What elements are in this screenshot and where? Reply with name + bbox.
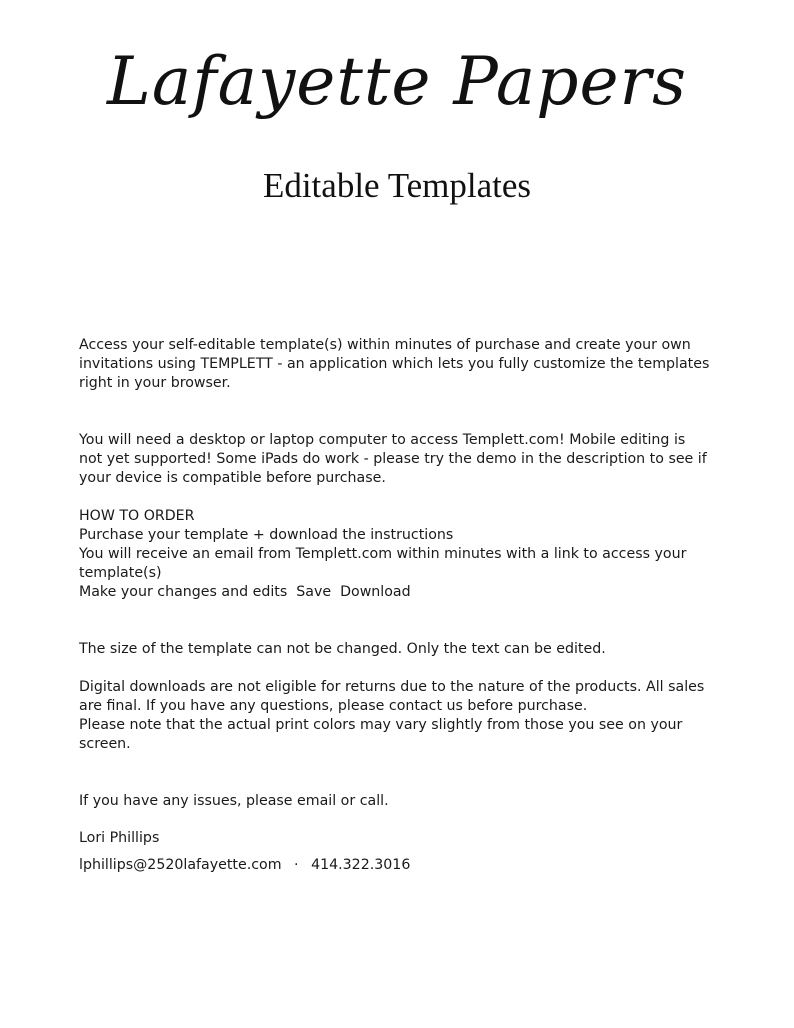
returns-line: Please note that the actual print colors may vary slightly from those you see on your — [79, 717, 683, 733]
requirements-line: You will need a desktop or laptop computer to access Templett.com! Mobile editing is — [79, 432, 686, 448]
returns-paragraph — [79, 678, 729, 754]
intro-line: Access your self-editable template(s) within minutes of purchase and create your own — [79, 337, 691, 353]
requirements-paragraph — [79, 431, 729, 488]
order-step: template(s) — [79, 565, 162, 581]
how-to-order-section — [79, 507, 729, 602]
intro-line: right in your browser. — [79, 375, 231, 391]
requirements-line: your device is compatible before purchase. — [79, 470, 386, 486]
page-title: Editable Templates — [262, 166, 532, 205]
order-step: Make your changes and edits Save Download — [79, 584, 411, 600]
intro-line: invitations using TEMPLETT - an application which lets you fully customize the templates — [79, 356, 710, 372]
document-body — [79, 336, 729, 875]
contact-email: lphillips@2520lafayette.com — [79, 857, 282, 873]
logo-text: Lafayette Papers — [107, 43, 687, 120]
size-note: The size of the template can not be changed. Only the text can be edited. — [79, 641, 606, 657]
returns-line: screen. — [79, 736, 131, 752]
how-to-order-heading: HOW TO ORDER — [79, 508, 195, 524]
contact-line — [79, 856, 729, 875]
logo — [0, 22, 794, 142]
requirements-line: not yet supported! Some iPads do work - please try the demo in the description to see if — [79, 451, 707, 467]
issues-note: If you have any issues, please email or call. — [79, 793, 389, 809]
contact-separator: · — [294, 857, 299, 873]
order-step: You will receive an email from Templett.com within minutes with a link to access your — [79, 546, 687, 562]
returns-line: are final. If you have any questions, please contact us before purchase. — [79, 698, 588, 714]
intro-paragraph — [79, 336, 729, 393]
contact-name: Lori Phillips — [79, 830, 160, 846]
returns-line: Digital downloads are not eligible for returns due to the nature of the products. All sales — [79, 679, 705, 695]
contact-phone: 414.322.3016 — [311, 857, 411, 873]
order-step: Purchase your template + download the instructions — [79, 527, 454, 543]
